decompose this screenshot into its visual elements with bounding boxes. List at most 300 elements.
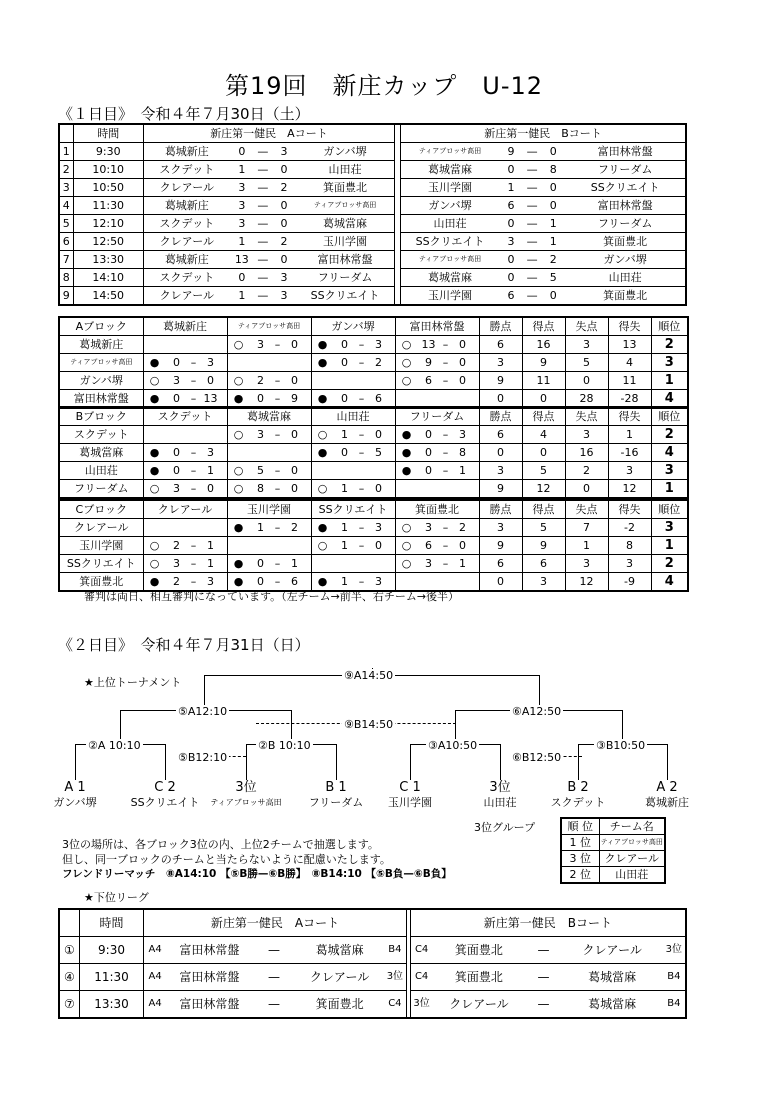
entrant-team: ティアブロッサ高田 bbox=[210, 798, 282, 807]
stat-value: 16 bbox=[522, 336, 565, 354]
score-for: 2 bbox=[173, 575, 180, 588]
team-name: 葛城當麻 bbox=[59, 444, 143, 462]
home-score: 3 bbox=[499, 233, 523, 251]
rank: 1 bbox=[651, 480, 688, 499]
win-mark: ○ bbox=[401, 356, 412, 369]
score-for: 5 bbox=[257, 464, 264, 477]
away-score: 3 bbox=[272, 287, 296, 306]
score-for: 0 bbox=[173, 446, 180, 459]
stat-value: 16 bbox=[565, 444, 608, 462]
entrant-seed: A 2 bbox=[656, 780, 678, 795]
home-seed: A4 bbox=[144, 991, 166, 1019]
stat-value: 3 bbox=[565, 555, 608, 573]
score-against: 2 bbox=[375, 356, 382, 369]
score-against: 3 bbox=[207, 575, 214, 588]
stat-value: 13 bbox=[608, 336, 651, 354]
result-cell bbox=[143, 462, 227, 480]
score-dash: — bbox=[523, 269, 541, 287]
stat-value: -9 bbox=[608, 573, 651, 592]
schedule-row bbox=[59, 179, 686, 197]
away-seed: B4 bbox=[663, 991, 686, 1019]
score-for: 0 bbox=[425, 428, 432, 441]
stat-value: 12 bbox=[565, 573, 608, 592]
stat-value: 9 bbox=[522, 354, 565, 372]
score-against: 2 bbox=[291, 521, 298, 534]
score-against: 0 bbox=[459, 539, 466, 552]
rank: 1 bbox=[651, 537, 688, 555]
score-dash: – bbox=[442, 428, 449, 441]
away-score: 2 bbox=[272, 179, 296, 197]
team-column-header: 富田林常盤 bbox=[395, 317, 479, 336]
stat-value: 0 bbox=[479, 390, 522, 409]
score-dash: — bbox=[523, 143, 541, 161]
away-team: SSクリエイト bbox=[565, 179, 686, 197]
win-mark: ○ bbox=[233, 338, 244, 351]
score-for: 0 bbox=[341, 392, 348, 405]
score-for: 1 bbox=[257, 521, 264, 534]
win-mark: ○ bbox=[401, 338, 412, 351]
time-header: 時間 bbox=[73, 124, 143, 143]
score-dash: — bbox=[523, 215, 541, 233]
team-column-header: スクデット bbox=[143, 407, 227, 426]
result-cell bbox=[311, 537, 395, 555]
league-table bbox=[58, 316, 689, 409]
loss-mark: ● bbox=[149, 464, 160, 477]
schedule-row bbox=[59, 161, 686, 179]
result-cell bbox=[311, 354, 395, 372]
win-mark: ○ bbox=[401, 521, 412, 534]
stat-value: 0 bbox=[565, 372, 608, 390]
score-for: 2 bbox=[173, 539, 180, 552]
home-seed: C4 bbox=[410, 964, 432, 991]
entrant-team: SSクリエイト bbox=[130, 796, 200, 809]
home-team: ティアブロッサ高田 bbox=[401, 251, 499, 269]
match-time: 10:50 bbox=[73, 179, 143, 197]
result-cell bbox=[227, 372, 311, 390]
win-mark: ○ bbox=[233, 482, 244, 495]
stat-value: 5 bbox=[522, 519, 565, 537]
loss-mark: ● bbox=[233, 557, 244, 570]
team-name: スクデット bbox=[59, 426, 143, 444]
win-mark: ○ bbox=[401, 539, 412, 552]
score-for: 3 bbox=[173, 482, 180, 495]
result-cell bbox=[395, 462, 479, 480]
friendly-match-note: フレンドリーマッチ ⑧A14:10 【⑤B勝—⑥B勝】 ⑧B14:10 【⑤B負—⑥B負】 bbox=[62, 868, 452, 880]
score-against: 3 bbox=[375, 521, 382, 534]
stat-value: -2 bbox=[608, 519, 651, 537]
score-for: 3 bbox=[173, 374, 180, 387]
home-team: SSクリエイト bbox=[401, 233, 499, 251]
score-dash: – bbox=[358, 446, 365, 459]
result-cell bbox=[311, 480, 395, 499]
home-team: 葛城新庄 bbox=[143, 251, 229, 269]
stat-value: 6 bbox=[479, 555, 522, 573]
stat-value: 1 bbox=[565, 537, 608, 555]
score-dash: – bbox=[358, 521, 365, 534]
away-score: 2 bbox=[272, 233, 296, 251]
league-row bbox=[59, 426, 688, 444]
score-dash: – bbox=[442, 557, 449, 570]
score-dash: – bbox=[358, 338, 365, 351]
result-cell bbox=[227, 519, 311, 537]
lower-match-time: 9:30 bbox=[79, 937, 144, 964]
result-cell bbox=[311, 426, 395, 444]
schedule-row bbox=[59, 215, 686, 233]
home-score: 1 bbox=[230, 233, 254, 251]
score-against: 3 bbox=[207, 446, 214, 459]
entrant-seed: 3位 bbox=[235, 780, 257, 795]
stat-value: 3 bbox=[522, 573, 565, 592]
lower-court-a-header: 新庄第一健民 Aコート bbox=[144, 909, 406, 937]
stat-value: 0 bbox=[565, 480, 608, 499]
stat-value: 3 bbox=[479, 462, 522, 480]
score-dash: — bbox=[254, 233, 272, 251]
score-for: 0 bbox=[173, 356, 180, 369]
score-against: 2 bbox=[459, 521, 466, 534]
score-dash: – bbox=[190, 392, 197, 405]
home-score: 1 bbox=[230, 161, 254, 179]
score-dash: — bbox=[254, 197, 272, 215]
score-against: 5 bbox=[375, 446, 382, 459]
away-team: SSクリエイト bbox=[296, 287, 394, 306]
away-seed: 3位 bbox=[663, 937, 686, 964]
stat-header: 得点 bbox=[522, 407, 565, 426]
score-for: 9 bbox=[425, 356, 432, 369]
block-name: Bブロック bbox=[59, 407, 143, 426]
score-against: 3 bbox=[459, 428, 466, 441]
score-dash: – bbox=[274, 575, 281, 588]
stat-header: 順位 bbox=[651, 500, 688, 519]
away-score: 0 bbox=[272, 197, 296, 215]
rank: 1 bbox=[651, 372, 688, 390]
lower-row bbox=[59, 937, 686, 964]
qf3-label: ③A10:50 bbox=[428, 739, 478, 752]
stat-header: 順位 bbox=[651, 317, 688, 336]
schedule-row bbox=[59, 197, 686, 215]
loss-mark: ● bbox=[149, 356, 160, 369]
score-for: 0 bbox=[257, 392, 264, 405]
stat-value: 4 bbox=[522, 426, 565, 444]
home-team: 玉川学園 bbox=[401, 287, 499, 306]
entrant-seed: A 1 bbox=[64, 780, 86, 795]
stat-value: 6 bbox=[479, 336, 522, 354]
score-dash: – bbox=[442, 338, 449, 351]
home-team: 箕面豊北 bbox=[432, 964, 525, 991]
match-number: 1 bbox=[59, 143, 73, 161]
home-score: 0 bbox=[499, 269, 523, 287]
league-row bbox=[59, 480, 688, 499]
third-group-row bbox=[561, 867, 665, 884]
home-score: 6 bbox=[499, 197, 523, 215]
entrant-seed: C 1 bbox=[399, 780, 421, 795]
lower-time-header: 時間 bbox=[79, 909, 144, 937]
score-dash: – bbox=[442, 356, 449, 369]
match-time: 13:30 bbox=[73, 251, 143, 269]
league-header-row bbox=[59, 500, 688, 519]
home-seed: C4 bbox=[410, 937, 432, 964]
upper-tournament-label: ★上位トーナメント bbox=[84, 676, 182, 689]
team-name: 富田林常盤 bbox=[59, 390, 143, 409]
loss-mark: ● bbox=[317, 392, 328, 405]
result-cell bbox=[395, 336, 479, 354]
schedule-row bbox=[59, 143, 686, 161]
home-team: スクデット bbox=[143, 161, 229, 179]
stat-value: 5 bbox=[565, 354, 608, 372]
third-group-team: 山田荘 bbox=[599, 867, 665, 884]
loss-mark: ● bbox=[401, 464, 412, 477]
team-column-header: SSクリエイト bbox=[311, 500, 395, 519]
stat-value: 9 bbox=[479, 372, 522, 390]
home-team: スクデット bbox=[143, 269, 229, 287]
lower-match-number: ① bbox=[59, 937, 79, 964]
team-column-header: 山田荘 bbox=[311, 407, 395, 426]
score-dash: — bbox=[523, 197, 541, 215]
win-mark: ○ bbox=[149, 557, 160, 570]
referee-note: 審判は両日、相互審判になっています。（左チーム→前半、右チーム→後半） bbox=[84, 590, 460, 603]
away-score: 0 bbox=[272, 161, 296, 179]
team-column-header: クレアール bbox=[143, 500, 227, 519]
away-seed: 3位 bbox=[384, 964, 406, 991]
away-team: 山田荘 bbox=[296, 161, 394, 179]
score-dash: — bbox=[254, 287, 272, 306]
away-score: 0 bbox=[541, 179, 565, 197]
win-mark: ○ bbox=[149, 374, 160, 387]
stat-header: 得点 bbox=[522, 317, 565, 336]
score-against: 0 bbox=[291, 428, 298, 441]
result-cell bbox=[143, 555, 227, 573]
away-team: 箕面豊北 bbox=[565, 233, 686, 251]
score-against: 0 bbox=[207, 374, 214, 387]
result-cell bbox=[143, 372, 227, 390]
result-cell bbox=[227, 555, 311, 573]
result-cell bbox=[143, 336, 227, 354]
stat-value: 6 bbox=[479, 426, 522, 444]
away-team: 葛城當麻 bbox=[296, 215, 394, 233]
score-for: 0 bbox=[341, 338, 348, 351]
versus-dash: — bbox=[253, 937, 295, 964]
lower-row bbox=[59, 991, 686, 1019]
lower-match-time: 13:30 bbox=[79, 991, 144, 1019]
court-a-header: 新庄第一健民 Aコート bbox=[143, 124, 394, 143]
entrant-team: フリーダム bbox=[308, 796, 364, 809]
away-team: クレアール bbox=[562, 937, 663, 964]
rank: 4 bbox=[651, 573, 688, 592]
score-against: 13 bbox=[203, 392, 218, 405]
home-score: 0 bbox=[499, 215, 523, 233]
score-for: 3 bbox=[425, 521, 432, 534]
match-number: 5 bbox=[59, 215, 73, 233]
loss-mark: ● bbox=[317, 356, 328, 369]
win-mark: ○ bbox=[233, 428, 244, 441]
team-name: クレアール bbox=[59, 519, 143, 537]
home-score: 3 bbox=[230, 215, 254, 233]
score-for: 3 bbox=[257, 428, 264, 441]
score-dash: — bbox=[254, 215, 272, 233]
match-number: 8 bbox=[59, 269, 73, 287]
home-team: 葛城當麻 bbox=[401, 269, 499, 287]
third-group-rank: 1 位 bbox=[561, 835, 599, 851]
result-cell bbox=[143, 426, 227, 444]
match-number: 9 bbox=[59, 287, 73, 306]
score-dash: – bbox=[190, 446, 197, 459]
result-cell bbox=[227, 537, 311, 555]
lower-row bbox=[59, 964, 686, 991]
away-score: 2 bbox=[541, 251, 565, 269]
league-row bbox=[59, 462, 688, 480]
score-against: 3 bbox=[375, 338, 382, 351]
home-score: 0 bbox=[230, 269, 254, 287]
team-column-header: 箕面豊北 bbox=[395, 500, 479, 519]
away-team: 葛城當麻 bbox=[562, 964, 663, 991]
stat-value: 3 bbox=[479, 354, 522, 372]
loss-mark: ● bbox=[149, 446, 160, 459]
score-dash: — bbox=[254, 251, 272, 269]
score-dash: — bbox=[523, 161, 541, 179]
result-cell bbox=[395, 519, 479, 537]
away-team: フリーダム bbox=[565, 161, 686, 179]
home-team: 葛城新庄 bbox=[143, 143, 229, 161]
score-against: 1 bbox=[291, 557, 298, 570]
score-for: 1 bbox=[341, 521, 348, 534]
result-cell bbox=[395, 354, 479, 372]
league-row bbox=[59, 519, 688, 537]
match-time: 10:10 bbox=[73, 161, 143, 179]
score-dash: – bbox=[442, 539, 449, 552]
away-score: 0 bbox=[541, 143, 565, 161]
home-seed: A4 bbox=[144, 964, 166, 991]
match-time: 9:30 bbox=[73, 143, 143, 161]
match-time: 14:10 bbox=[73, 269, 143, 287]
score-for: 1 bbox=[341, 539, 348, 552]
entrant-team: 山田荘 bbox=[483, 796, 517, 809]
match-number: 6 bbox=[59, 233, 73, 251]
loss-mark: ● bbox=[401, 446, 412, 459]
schedule-row bbox=[59, 251, 686, 269]
away-seed: B4 bbox=[384, 937, 406, 964]
away-team: 富田林常盤 bbox=[565, 197, 686, 215]
stat-value: -16 bbox=[608, 444, 651, 462]
league-row bbox=[59, 555, 688, 573]
lower-league-table bbox=[58, 908, 687, 1019]
team-column-header: 玉川学園 bbox=[227, 500, 311, 519]
match-time: 12:10 bbox=[73, 215, 143, 233]
score-against: 0 bbox=[459, 338, 466, 351]
stat-value: 12 bbox=[608, 480, 651, 499]
score-dash: – bbox=[190, 374, 197, 387]
result-cell bbox=[143, 480, 227, 499]
match-number: 2 bbox=[59, 161, 73, 179]
qf1-label: ②A 10:10 bbox=[88, 739, 141, 752]
versus-dash: — bbox=[253, 991, 295, 1019]
stat-header: 失点 bbox=[565, 407, 608, 426]
third-group-header bbox=[561, 818, 665, 835]
score-against: 0 bbox=[375, 482, 382, 495]
consolation-right-label: ⑥B12:50 bbox=[512, 751, 562, 764]
away-team: 箕面豊北 bbox=[296, 179, 394, 197]
home-seed: 3位 bbox=[410, 991, 432, 1019]
score-dash: – bbox=[442, 521, 449, 534]
score-dash: – bbox=[274, 521, 281, 534]
score-for: 1 bbox=[341, 575, 348, 588]
score-dash: – bbox=[274, 374, 281, 387]
home-score: 6 bbox=[499, 287, 523, 306]
away-score: 8 bbox=[541, 161, 565, 179]
score-against: 0 bbox=[459, 356, 466, 369]
block-name: Cブロック bbox=[59, 500, 143, 519]
score-dash: – bbox=[442, 464, 449, 477]
rank: 2 bbox=[651, 426, 688, 444]
result-cell bbox=[311, 519, 395, 537]
away-score: 0 bbox=[541, 197, 565, 215]
lower-match-number: ⑦ bbox=[59, 991, 79, 1019]
stat-header: 得失 bbox=[608, 500, 651, 519]
semi-left-label: ⑤A12:10 bbox=[178, 705, 228, 718]
stat-value: 9 bbox=[479, 537, 522, 555]
score-dash: – bbox=[274, 557, 281, 570]
league-header-row bbox=[59, 317, 688, 336]
league-table bbox=[58, 406, 689, 499]
rank: 2 bbox=[651, 336, 688, 354]
score-dash: – bbox=[442, 374, 449, 387]
score-for: 3 bbox=[257, 338, 264, 351]
home-team: クレアール bbox=[143, 287, 229, 306]
loss-mark: ● bbox=[317, 446, 328, 459]
stat-header: 失点 bbox=[565, 500, 608, 519]
home-team: 富田林常盤 bbox=[166, 991, 253, 1019]
loss-mark: ● bbox=[233, 521, 244, 534]
stat-value: 3 bbox=[565, 336, 608, 354]
score-against: 1 bbox=[207, 539, 214, 552]
score-dash: – bbox=[190, 557, 197, 570]
away-team: 富田林常盤 bbox=[296, 251, 394, 269]
score-dash: – bbox=[274, 338, 281, 351]
score-dash: – bbox=[190, 356, 197, 369]
result-cell bbox=[395, 480, 479, 499]
home-team: 箕面豊北 bbox=[432, 937, 525, 964]
away-team: フリーダム bbox=[565, 215, 686, 233]
third-group-col-header: チーム名 bbox=[599, 818, 665, 835]
stat-value: 3 bbox=[608, 555, 651, 573]
stat-value: 6 bbox=[522, 555, 565, 573]
day1-schedule-table bbox=[58, 123, 687, 306]
league-row bbox=[59, 537, 688, 555]
stat-header: 勝点 bbox=[479, 317, 522, 336]
stat-value: -28 bbox=[608, 390, 651, 409]
match-number: 4 bbox=[59, 197, 73, 215]
result-cell bbox=[143, 354, 227, 372]
score-against: 1 bbox=[207, 464, 214, 477]
score-dash: – bbox=[442, 446, 449, 459]
team-column-header: ガンバ堺 bbox=[311, 317, 395, 336]
result-cell bbox=[143, 444, 227, 462]
home-team: ガンバ堺 bbox=[401, 197, 499, 215]
score-dash: — bbox=[523, 233, 541, 251]
result-cell bbox=[395, 444, 479, 462]
score-dash: — bbox=[523, 287, 541, 306]
home-team: 山田荘 bbox=[401, 215, 499, 233]
versus-dash: — bbox=[525, 964, 561, 991]
loss-mark: ● bbox=[317, 521, 328, 534]
result-cell bbox=[395, 372, 479, 390]
score-for: 8 bbox=[257, 482, 264, 495]
team-name: 箕面豊北 bbox=[59, 573, 143, 592]
home-score: 1 bbox=[499, 179, 523, 197]
score-for: 3 bbox=[173, 557, 180, 570]
entrant-team: 葛城新庄 bbox=[645, 796, 689, 809]
win-mark: ○ bbox=[233, 374, 244, 387]
entrant-seed: C 2 bbox=[154, 780, 176, 795]
entrant-team: 玉川学園 bbox=[388, 796, 432, 809]
